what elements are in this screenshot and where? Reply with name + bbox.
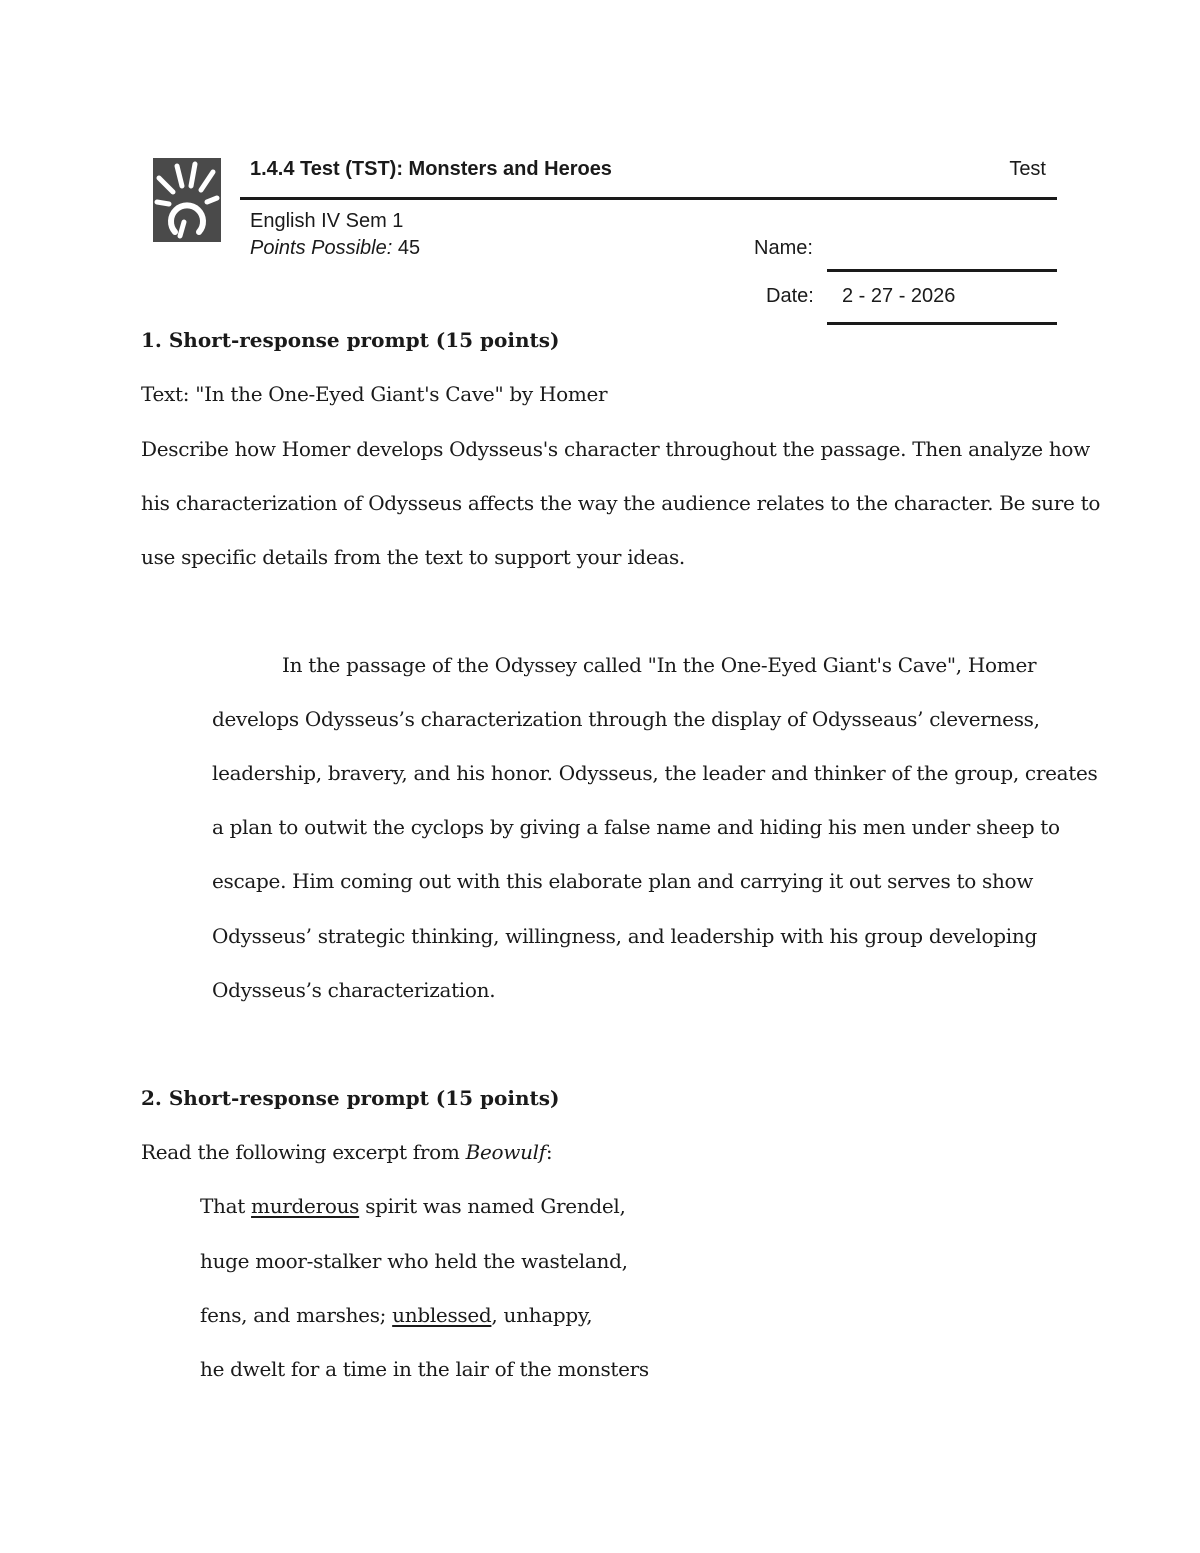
answer-1-line: a plan to outwit the cyclops by giving a false name and hiding his men under sheep to	[212, 815, 1060, 839]
poem-text: , unhappy,	[491, 1303, 593, 1327]
test-title: 1.4.4 Test (TST): Monsters and Heroes	[250, 158, 612, 180]
poem-line	[200, 1303, 592, 1327]
name-label: Name:	[754, 237, 813, 259]
name-field-line[interactable]	[827, 269, 1057, 272]
poem-text: fens, and marshes;	[200, 1303, 393, 1327]
date-label: Date:	[766, 285, 814, 307]
question-2-heading: 2. Short-response prompt (15 points)	[141, 1086, 560, 1110]
poem-text: spirit was named Grendel,	[359, 1194, 626, 1218]
question-1-text-source: Text: "In the One-Eyed Giant's Cave" by Homer	[141, 382, 608, 406]
answer-1-line: In the passage of the Odyssey called "In the One-Eyed Giant's Cave", Homer	[282, 653, 1037, 677]
points-possible	[250, 237, 420, 260]
header-divider	[240, 197, 1057, 200]
course-name: English IV Sem 1	[250, 210, 404, 232]
question-2-intro-colon: :	[545, 1140, 553, 1164]
poem-line: huge moor-stalker who held the wasteland,	[200, 1249, 628, 1273]
answer-1-line: develops Odysseus’s characterization through the display of Odysseaus’ cleverness,	[212, 707, 1040, 731]
date-field-line	[827, 322, 1057, 325]
poem-line	[200, 1194, 626, 1218]
underlined-word: murderous	[251, 1194, 360, 1218]
answer-1-line: leadership, bravery, and his honor. Odysseus, the leader and thinker of the group, creates	[212, 761, 1098, 785]
question-2-intro	[141, 1140, 552, 1164]
answer-1-line: Odysseus’s characterization.	[212, 978, 496, 1002]
sunburst-lightbulb-logo-icon	[153, 158, 221, 242]
poem-line: he dwelt for a time in the lair of the monsters	[200, 1357, 649, 1381]
document-type-label: Test	[1009, 158, 1046, 180]
question-1-heading: 1. Short-response prompt (15 points)	[141, 328, 560, 352]
poem-text: That	[200, 1194, 252, 1218]
underlined-word: unblessed	[392, 1303, 492, 1327]
answer-1-line: Odysseus’ strategic thinking, willingness, and leadership with his group developing	[212, 924, 1037, 948]
question-2-intro-text: Read the following excerpt from	[141, 1140, 460, 1164]
work-title: Beowulf	[465, 1140, 546, 1164]
points-value: 45	[397, 237, 421, 259]
points-label: Points Possible:	[250, 237, 393, 259]
question-1-prompt-line: use specific details from the text to support your ideas.	[141, 545, 685, 569]
date-value[interactable]: 2 - 27 - 2026	[842, 285, 956, 307]
question-1-prompt-line: his characterization of Odysseus affects the way the audience relates to the character. Be sure to	[141, 491, 1101, 515]
answer-1-line: escape. Him coming out with this elaborate plan and carrying it out serves to show	[212, 869, 1034, 893]
question-1-prompt-line: Describe how Homer develops Odysseus's character throughout the passage. Then analyze how	[141, 437, 1090, 461]
